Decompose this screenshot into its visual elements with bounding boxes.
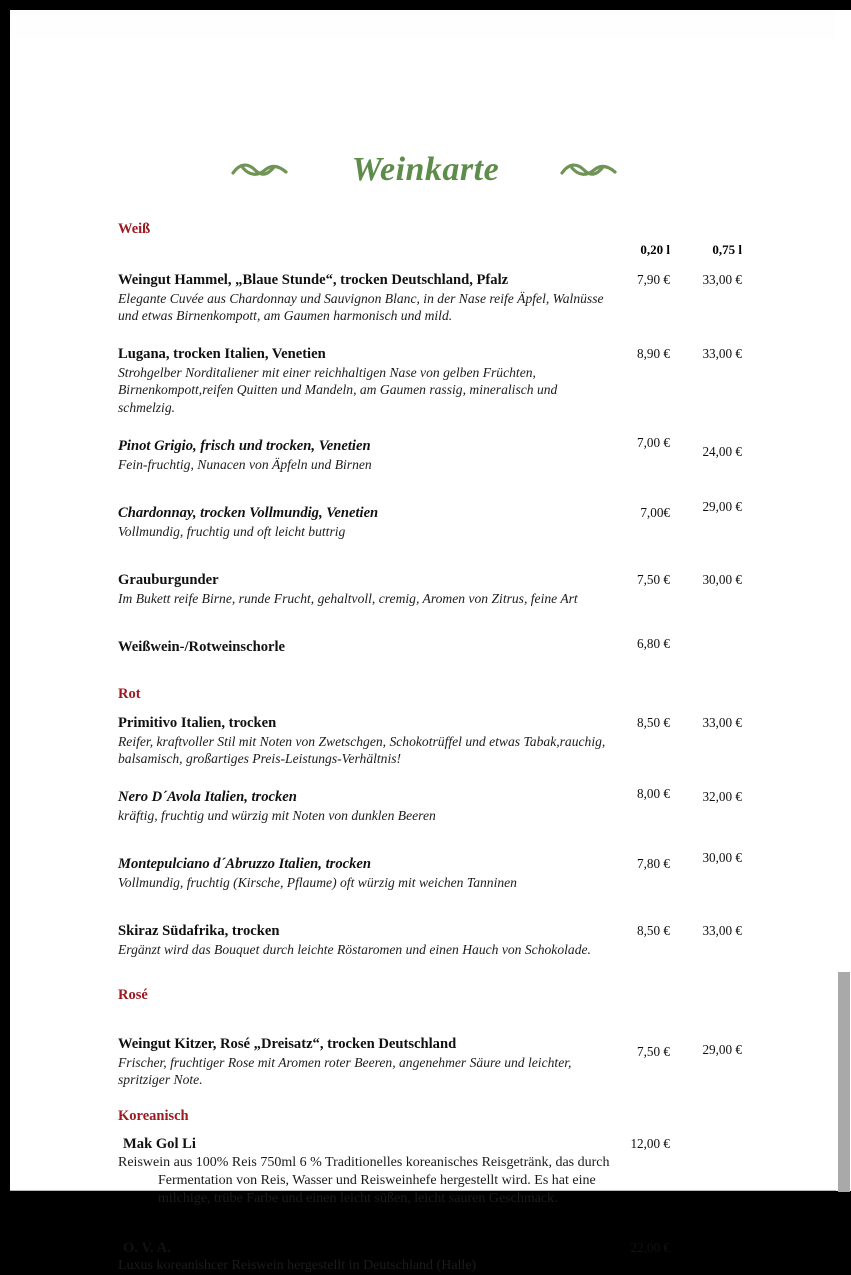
- item-description: Im Bukett reife Birne, runde Frucht, gehaltvoll, cremig, Aromen von Zitrus, feine Art: [118, 590, 578, 606]
- item-description: Luxus koreanishcer Reiswein hergestellt in Deutschland (Halle): [118, 1258, 477, 1274]
- menu-item[interactable]: [10, 715, 841, 767]
- ornament-left-icon: [230, 157, 292, 183]
- item-price-small: 8,50 €: [637, 714, 670, 730]
- menu-item[interactable]: [10, 498, 841, 540]
- item-name: Lugana, trocken Italien, Venetien: [118, 346, 326, 363]
- spacer: [10, 324, 841, 334]
- item-price-small: 7,90 €: [637, 271, 670, 287]
- spacer: [10, 824, 841, 844]
- item-name: Chardonnay, trocken Vollmundig, Venetien: [118, 504, 379, 521]
- item-description: Fein-fruchtig, Nunacen von Äpfeln und Birnen: [118, 456, 372, 472]
- spacer: [10, 891, 841, 911]
- item-price-small: 7,50 €: [637, 1044, 670, 1060]
- menu-item[interactable]: [10, 786, 841, 824]
- item-price-small: 7,50 €: [637, 571, 670, 587]
- menu-item[interactable]: [10, 272, 841, 324]
- item-price-small: 6,80 €: [637, 635, 670, 651]
- menu-item[interactable]: [10, 346, 841, 416]
- menu-page: [10, 10, 841, 1274]
- spacer: [10, 416, 841, 426]
- spacer: [10, 1208, 841, 1228]
- item-name: Mak Gol Li: [123, 1136, 196, 1153]
- section-heading-rose: Rosé: [118, 987, 148, 1004]
- item-price-large: 33,00 €: [702, 923, 742, 939]
- menu-body: [10, 222, 841, 1275]
- item-price-small: 12,00 €: [630, 1136, 670, 1152]
- menu-item[interactable]: [10, 1036, 841, 1088]
- item-price-small: 8,50 €: [637, 923, 670, 939]
- item-price-small: 8,90 €: [637, 346, 670, 362]
- menu-item[interactable]: [10, 1240, 841, 1275]
- item-price-large: 33,00 €: [702, 714, 742, 730]
- item-price-large: 30,00 €: [702, 850, 742, 866]
- item-description: [118, 1154, 841, 1207]
- ornament-right-icon: [559, 157, 621, 183]
- column-header-small: 0,20 l: [640, 241, 670, 257]
- scrollbar-thumb[interactable]: [838, 972, 850, 1192]
- item-price-small: 7,80 €: [637, 856, 670, 872]
- spacer: [10, 540, 841, 560]
- item-description: Vollmundig, fruchtig (Kirsche, Pflaume) oft würzig mit weichen Tanninen: [118, 875, 517, 890]
- item-price-small: 7,00€: [640, 504, 670, 520]
- item-description: Frischer, fruchtiger Rose mit Aromen roter Beeren, angenehmer Säure und leichter, spritziger Note.: [118, 1055, 572, 1088]
- vertical-scrollbar[interactable]: [836, 10, 851, 1191]
- item-description: Ergänzt wird das Bouquet durch leichte Röstaromen und einen Hauch von Schokolade.: [118, 942, 591, 958]
- item-description: Reifer, kraftvoller Stil mit Noten von Zwetschgen, Schokotrüffel und etwas Tabak,rauchig, balsamisch, großartiges Preis-Leistungs-Verhältnis!: [118, 733, 606, 766]
- item-price-large: 29,00 €: [702, 1042, 742, 1058]
- section-heading-weiss: Weiß: [118, 221, 151, 237]
- item-price-large: 29,00 €: [702, 498, 742, 514]
- spacer: [10, 1089, 841, 1109]
- item-name: Grauburgunder: [118, 571, 219, 588]
- title-row: [10, 140, 841, 200]
- menu-item[interactable]: [10, 635, 841, 657]
- item-price-large: 30,00 €: [702, 571, 742, 587]
- item-price-small: 8,00 €: [637, 786, 670, 802]
- menu-item[interactable]: [10, 850, 841, 891]
- menu-item[interactable]: [10, 434, 841, 473]
- page-title: Weinkarte: [351, 151, 500, 188]
- item-price-small: 22,00 €: [630, 1239, 670, 1255]
- item-name: Skiraz Südafrika, trocken: [118, 923, 280, 940]
- item-name: Weißwein-/Rotweinschorle: [118, 638, 286, 655]
- menu-item[interactable]: [10, 572, 841, 607]
- item-name: Weingut Hammel, „Blaue Stunde“, trocken Deutschland, Pfalz: [118, 271, 509, 288]
- item-name: Montepulciano d´Abruzzo Italien, trocken: [118, 856, 371, 873]
- item-description: Strohgelber Norditaliener mit einer reichhaltigen Nase von gelben Früchten, Birnenkompott,reifen Quitten und Mandeln, am Gaumen rassig, mineralisch und schmelzig.: [118, 365, 558, 415]
- item-description-line3: milchige, trübe Farbe und einen leicht süßen, leicht sauren Geschmack.: [158, 1190, 558, 1206]
- menu-item[interactable]: [10, 1136, 841, 1207]
- item-name: Primitivo Italien, trocken: [118, 714, 277, 731]
- spacer: [10, 767, 841, 777]
- price-column-headers: [10, 242, 841, 260]
- item-description: Vollmundig, fruchtig und oft leicht buttrig: [118, 523, 346, 539]
- item-name: Weingut Kitzer, Rosé „Dreisatz“, trocken Deutschland: [118, 1036, 457, 1053]
- section-heading-koreanisch: Koreanisch: [118, 1107, 189, 1124]
- item-price-large: 24,00 €: [702, 443, 742, 459]
- column-header-large: 0,75 l: [712, 241, 742, 257]
- item-description-line1: Reiswein aus 100% Reis 750ml 6 % Traditionelles koreanisches Reisgetränk, das durch: [118, 1155, 610, 1171]
- spacer: [10, 607, 841, 627]
- spacer: [10, 657, 841, 687]
- section-heading-rot: Rot: [118, 685, 141, 702]
- item-price-large: 32,00 €: [702, 789, 742, 805]
- item-name: Pinot Grigio, frisch und trocken, Venetien: [118, 437, 371, 454]
- spacer: [10, 473, 841, 493]
- item-name: O. V. A.: [123, 1239, 171, 1256]
- item-description: Elegante Cuvée aus Chardonnay und Sauvignon Blanc, in der Nase reife Äpfel, Walnüsse und etwas Birnenkompott, am Gaumen harmonisch und mild.: [118, 290, 604, 323]
- item-description-line2: Fermentation von Reis, Wasser und Reisweinhefe hergestellt wird. Es hat eine: [158, 1173, 596, 1189]
- item-name: Nero D´Avola Italien, trocken: [118, 789, 297, 806]
- item-description: kräftig, fruchtig und würzig mit Noten von dunklen Beeren: [118, 807, 436, 823]
- item-price-large: 33,00 €: [702, 346, 742, 362]
- spacer: [10, 958, 841, 988]
- spacer: [10, 1004, 841, 1024]
- item-price-small: 7,00 €: [637, 434, 670, 450]
- menu-item[interactable]: [10, 923, 841, 958]
- item-price-large: 33,00 €: [702, 271, 742, 287]
